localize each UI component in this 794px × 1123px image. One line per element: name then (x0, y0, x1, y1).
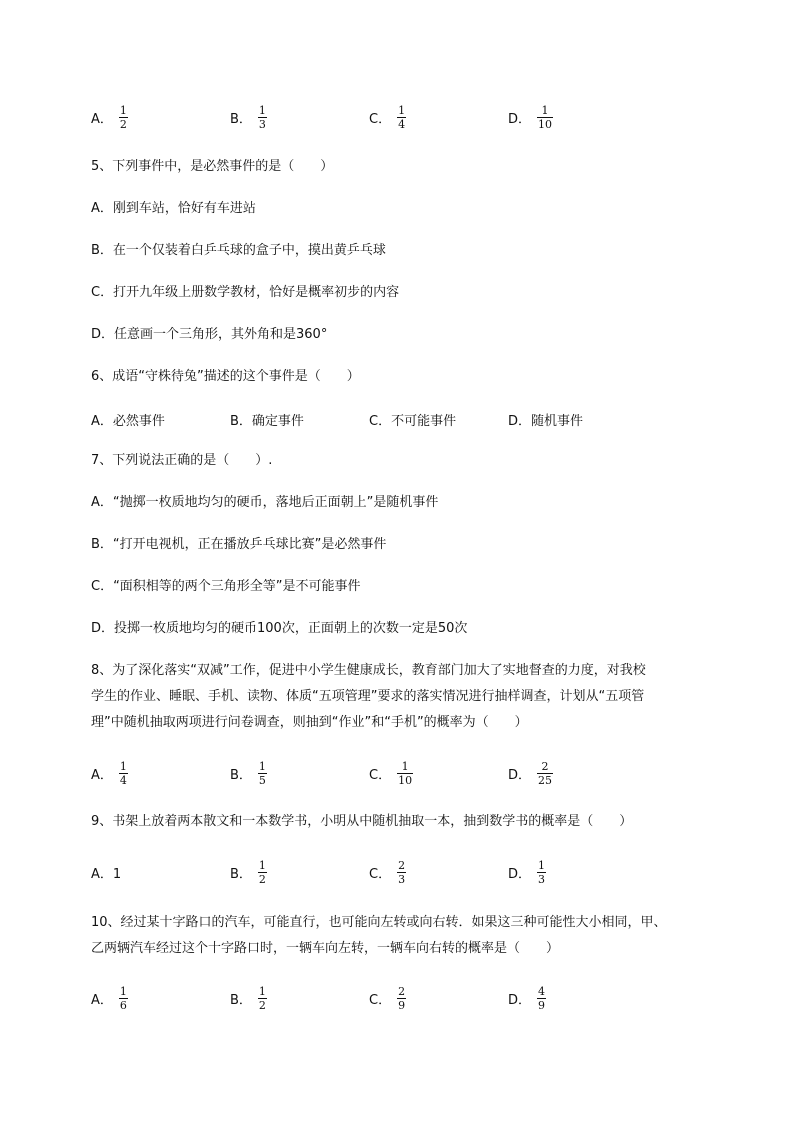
denominator: 6 (119, 998, 127, 1012)
fraction (119, 760, 128, 787)
fraction (119, 104, 128, 131)
numerator: 4 (538, 984, 546, 998)
denominator: 3 (538, 872, 546, 886)
denominator: 10 (398, 773, 413, 787)
denominator: 9 (538, 998, 546, 1012)
fraction (397, 104, 406, 131)
fraction (537, 859, 546, 886)
q6-option-a: A．必然事件 (91, 413, 165, 429)
denominator: 2 (119, 117, 127, 131)
q9-option-d (508, 855, 546, 889)
denominator: 25 (538, 773, 553, 787)
numerator: 1 (398, 103, 406, 117)
q5-option-b: B．在一个仅装着白乒乓球的盒子中，摸出黄乒乓球 (91, 243, 386, 258)
numerator: 1 (119, 759, 127, 773)
q5-option-c: C．打开九年级上册数学教材，恰好是概率初步的内容 (91, 285, 400, 300)
q7-option-c: C．“面积相等的两个三角形全等”是不可能事件 (91, 579, 361, 594)
q7-stem: 7、下列说法正确的是（ ）. (91, 453, 273, 468)
q4-option-d (508, 100, 553, 134)
q10-option-a (91, 981, 128, 1015)
numerator: 1 (119, 984, 127, 998)
denominator: 4 (119, 773, 127, 787)
numerator: 1 (401, 759, 409, 773)
q8-stem-line-2: 学生的作业、睡眠、手机、读物、体质“五项管理”要求的落实情况进行抽样调查，计划从“五项管 (91, 689, 645, 704)
q6-option-c: C．不可能事件 (369, 413, 457, 429)
q4-option-b (230, 100, 267, 134)
q4-options (91, 100, 691, 134)
q8-option-c (369, 756, 413, 790)
q8-option-b (230, 756, 267, 790)
option-label: A． (91, 111, 113, 127)
option-label: B． (230, 992, 252, 1008)
option-label: B． (230, 866, 252, 882)
q7-option-a: A．“抛掷一枚质地均匀的硬币，落地后正面朝上”是随机事件 (91, 495, 439, 510)
fraction (119, 985, 128, 1012)
numerator: 2 (398, 984, 406, 998)
denominator: 4 (398, 117, 406, 131)
q9-stem: 9、书架上放着两本散文和一本数学书，小明从中随机抽取一本，抽到数学书的概率是（ ） (91, 814, 633, 829)
numerator: 1 (258, 984, 266, 998)
option-label: B． (230, 767, 252, 783)
q7-option-b: B．“打开电视机，正在播放乒乓球比赛”是必然事件 (91, 537, 387, 552)
q7-option-d: D．投掷一枚质地均匀的硬币100次，正面朝上的次数一定是50次 (91, 621, 468, 636)
numerator: 1 (541, 103, 549, 117)
q4-option-c (369, 100, 406, 134)
q10-options (91, 981, 691, 1015)
q5-option-a: A．刚到车站，恰好有车进站 (91, 201, 256, 216)
denominator: 10 (538, 117, 553, 131)
option-text: A．1 (91, 866, 122, 882)
q8-options (91, 756, 691, 790)
fraction (397, 760, 413, 787)
fraction (537, 104, 553, 131)
q5-option-d: D．任意画一个三角形，其外角和是360° (91, 327, 328, 342)
option-label: D． (508, 111, 532, 127)
numerator: 2 (398, 858, 406, 872)
option-label: A． (91, 992, 113, 1008)
numerator: 1 (258, 103, 266, 117)
fraction (258, 104, 267, 131)
option-label: C． (369, 111, 392, 127)
option-label: D． (508, 992, 532, 1008)
q8-option-d (508, 756, 553, 790)
q10-option-d (508, 981, 546, 1015)
fraction (537, 985, 546, 1012)
q8-option-a (91, 756, 128, 790)
q6-options (91, 409, 691, 429)
q4-option-a (91, 100, 128, 134)
q10-option-c (369, 981, 406, 1015)
q9-option-c (369, 855, 406, 889)
numerator: 1 (258, 858, 266, 872)
numerator: 1 (119, 103, 127, 117)
numerator: 1 (258, 759, 266, 773)
denominator: 3 (258, 117, 266, 131)
q10-stem-line-1: 10、经过某十字路口的汽车，可能直行，也可能向左转或向右转．如果这三种可能性大小相同，甲、 (91, 915, 667, 930)
option-label: A． (91, 767, 113, 783)
q8-stem-line-1: 8、为了深化落实“双减”工作，促进中小学生健康成长，教育部门加大了实地督查的力度，对我校 (91, 663, 646, 678)
q9-options (91, 855, 691, 889)
q9-option-b (230, 855, 267, 889)
option-label: C． (369, 866, 392, 882)
denominator: 3 (398, 872, 406, 886)
fraction (397, 985, 406, 1012)
option-label: B． (230, 111, 252, 127)
option-label: D． (508, 767, 532, 783)
denominator: 2 (258, 872, 266, 886)
q10-option-b (230, 981, 267, 1015)
option-label: C． (369, 767, 392, 783)
q8-stem-line-3: 理”中随机抽取两项进行问卷调查，则抽到“作业”和“手机”的概率为（ ） (91, 715, 528, 730)
q9-option-a (91, 855, 121, 889)
q5-stem: 5、下列事件中，是必然事件的是（ ） (91, 159, 334, 174)
denominator: 2 (258, 998, 266, 1012)
denominator: 5 (258, 773, 266, 787)
fraction (397, 859, 406, 886)
option-label: D． (508, 866, 532, 882)
numerator: 1 (538, 858, 546, 872)
fraction (258, 985, 267, 1012)
q10-stem-line-2: 乙两辆汽车经过这个十字路口时，一辆车向左转，一辆车向右转的概率是（ ） (91, 941, 560, 956)
numerator: 2 (541, 759, 549, 773)
q6-option-d: D．随机事件 (508, 413, 584, 429)
q6-stem: 6、成语“守株待兔”描述的这个事件是（ ） (91, 369, 360, 384)
fraction (258, 760, 267, 787)
denominator: 9 (398, 998, 406, 1012)
option-label: C． (369, 992, 392, 1008)
q6-option-b: B．确定事件 (230, 413, 304, 429)
fraction (537, 760, 553, 787)
fraction (258, 859, 267, 886)
